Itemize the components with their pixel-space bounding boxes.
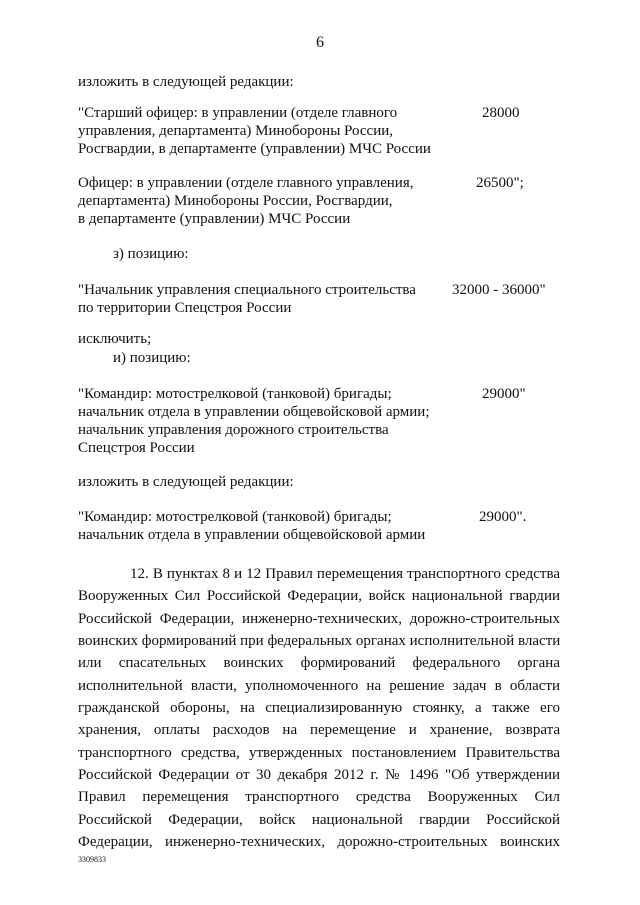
text-line: изложить в следующей редакции:	[78, 74, 294, 90]
salary-value: 29000".	[479, 509, 527, 525]
position-text-line: в департаменте (управлении) МЧС России	[78, 211, 351, 227]
position-text-line: начальник отдела в управлении общевойсковой армии	[78, 527, 426, 543]
paragraph-line: транспортного средства, утвержденных постановлением Правительства	[78, 744, 560, 761]
position-text-line: "Старший офицер: в управлении (отделе главного	[78, 105, 398, 121]
paragraph-line: Правил перемещения транспортного средства Вооруженных Сил	[78, 789, 560, 806]
salary-value: 28000	[482, 105, 520, 121]
subitem-label: з) позицию:	[113, 246, 189, 262]
position-text-line: "Командир: мотострелковой (танковой) бригады;	[78, 386, 392, 402]
position-text-line: Спецстроя России	[78, 440, 195, 456]
paragraph-line: воинских формирований при федеральных органах исполнительной власти	[78, 633, 561, 650]
document-code: 3309833	[78, 855, 106, 864]
paragraph-line: Российской Федерации, инженерно-технических, дорожно-строительных	[78, 610, 560, 627]
paragraph-line: Федерации, инженерно-технических, дорожно-строительных воинских	[78, 834, 560, 851]
salary-value: 29000"	[482, 386, 526, 402]
paragraph-line: или спасательных воинских формирований федерального органа	[78, 655, 560, 672]
position-text-line: "Начальник управления специального строительства	[78, 282, 416, 298]
position-text-line: департамента) Минобороны России, Росгвардии,	[78, 193, 393, 209]
position-text-line: Офицер: в управлении (отделе главного управления,	[78, 175, 414, 191]
page-number: 6	[316, 34, 324, 51]
position-text-line: начальник отдела в управлении общевойсковой армии;	[78, 404, 430, 420]
paragraph-line: гражданской обороны, на специализированную стоянку, а также его	[78, 700, 560, 717]
position-text-line: управления, департамента) Минобороны России,	[78, 123, 393, 139]
position-text-line: "Командир: мотострелковой (танковой) бригады;	[78, 509, 392, 525]
paragraph-12	[78, 563, 560, 853]
paragraph-line: 12. В пунктах 8 и 12 Правил перемещения транспортного средства	[130, 566, 560, 582]
text-line: исключить;	[78, 331, 152, 347]
subitem-label: и) позицию:	[113, 350, 191, 366]
position-text-line: начальник управления дорожного строительства	[78, 422, 389, 438]
salary-value: 32000 - 36000"	[452, 282, 546, 298]
position-text-line: Росгвардии, в департаменте (управлении) МЧС России	[78, 141, 431, 157]
paragraph-line: Российской Федерации от 30 декабря 2012 г. № 1496 "Об утверждении	[78, 767, 560, 784]
paragraph-line: исполнительной власти, уполномоченного на решение задач в области	[78, 677, 560, 694]
text-line: изложить в следующей редакции:	[78, 474, 294, 490]
paragraph-line: хранения, оплаты расходов на перемещение и хранение, возврата	[78, 722, 560, 739]
paragraph-line: Российской Федерации, войск национальной гвардии Российской	[78, 811, 560, 828]
paragraph-line: Вооруженных Сил Российской Федерации, войск национальной гвардии	[78, 588, 560, 605]
position-text-line: по территории Спецстроя России	[78, 300, 292, 316]
salary-value: 26500";	[476, 175, 524, 191]
